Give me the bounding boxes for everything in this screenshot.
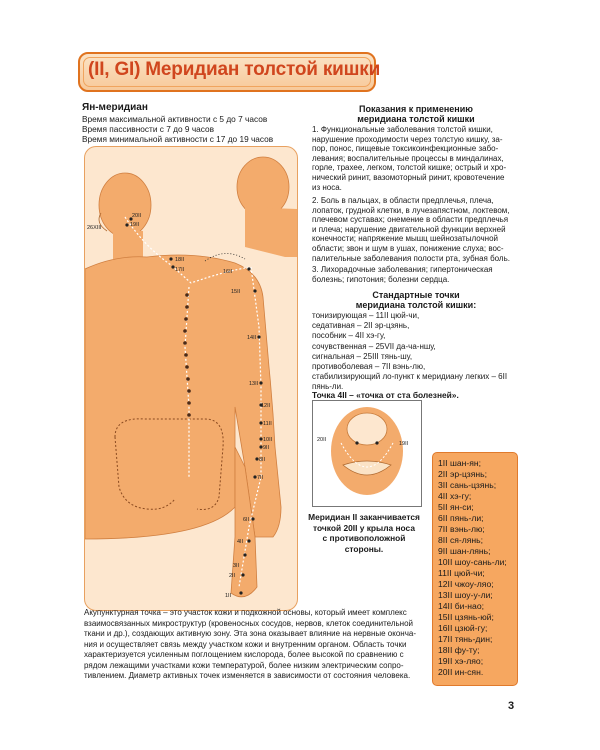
list-item: 7II вэнь-лю;: [438, 524, 485, 534]
label-9: 9II: [263, 445, 270, 451]
label-13: 13II: [249, 381, 259, 387]
list-item: 13II шоу-у-ли;: [438, 590, 493, 600]
label-10: 10II: [263, 437, 273, 443]
list-item: 12II чжоу-ляо;: [438, 579, 494, 589]
meridian-figure: [84, 146, 298, 611]
standard-title: Стандартные точки меридиана толстой кишки:: [355, 290, 477, 310]
label-3: 3II: [233, 563, 240, 569]
yang-heading: Ян-меридиан: [82, 102, 148, 113]
label-8: 8II: [259, 457, 266, 463]
label-16: 16II: [223, 269, 233, 275]
passivity-text: Время пассивности с 7 до 9 часов: [82, 124, 215, 134]
indications-p1: 1. Функциональные заболевания толстой кишки, нарушение проходимости через толстую кишку, за- пор, понос, пищевые токсикоинфекционные забо- левания; воспалительные процессы в миндалинах, горле, трахее, легком, толстой кишке; острый и хро- нический ринит, вазомоторный ринит, кровотечение из носа.: [312, 125, 507, 192]
list-item: 15II цзянь-юй;: [438, 612, 494, 622]
face-label-right: 19II: [399, 441, 409, 447]
list-item: 5II ян-си;: [438, 502, 474, 512]
standard-list: тонизирующая – 11II цюй-чи, седативная – 2II эр-цзянь, пособник – 4II хэ-гу, сочувственная – 25VII да-чa-ншу, сигнальная – 25III тянь-шу, противоболевая – 7II вэнь-лю, стабилизирующий лo-пункт к меридиану легких – 6II пянь-ли.: [312, 311, 508, 392]
list-item: 8II ся-лянь;: [438, 535, 484, 545]
label-15: 15II: [231, 289, 241, 295]
label-7: 7II: [257, 475, 264, 481]
list-item: 1II шан-ян;: [438, 458, 482, 468]
label-14: 14II: [247, 335, 257, 341]
page-number: 3: [508, 700, 515, 712]
point4-note: Точка 4II – «точка от ста болезней».: [312, 390, 459, 400]
min-activity-text: Время минимальной активности с 17 до 19 часов: [82, 134, 274, 144]
list-item: 17II тянь-дин;: [438, 634, 493, 644]
face-caption: Меридиан II заканчивается точкой 20II у крыла носа с противоположной стороны.: [308, 512, 420, 554]
label-26: 26XIII: [87, 225, 102, 231]
max-activity-text: Время максимальной активности с 5 до 7 часов: [82, 114, 268, 124]
label-4: 4II: [237, 539, 244, 545]
list-item: 18II фу-ту;: [438, 645, 480, 655]
list-item: 14II би-нао;: [438, 601, 484, 611]
list-item: 19II хэ-ляо;: [438, 656, 484, 666]
list-item: 6II пянь-ли;: [438, 513, 484, 523]
list-item: 20II ин-сян.: [438, 667, 484, 677]
list-item: 3II сань-цзянь;: [438, 480, 497, 490]
indications-title: Показания к применению меридиана толстой кишки: [357, 104, 475, 124]
list-item: 2II эр-цзянь;: [438, 469, 487, 479]
label-17: 17II: [175, 267, 185, 273]
label-6: 6II: [243, 517, 250, 523]
page-title: (II, GI) Меридиан толстой кишки: [88, 59, 381, 80]
label-20: 20II: [132, 213, 142, 219]
body-illustration: [85, 147, 297, 610]
label-19: 19II: [130, 222, 140, 228]
indications-p3: 3. Лихорадочные заболевания; гипертоническая болезнь; гипотония; болезни сердца.: [312, 265, 493, 284]
label-2: 2II: [229, 573, 236, 579]
face-diagram: [312, 400, 422, 507]
label-12: 12II: [261, 403, 271, 409]
label-1: 1II: [225, 593, 232, 599]
indications-p2: 2. Боль в пальцах, в области предплечья, плеча, лопаток, грудной клетки, в лучезапястном, локтевом, плечевом суставах; онемение в области предплечья и плеча; нарушение двигательной функции верхней конечности; напряжение мышц шейнозатылочной области; звон и шум в ушах, понижение слуха; вос- палительные заболевания полости рта, зубная боль.: [312, 196, 510, 263]
label-18: 18II: [175, 257, 185, 263]
list-item: 9II шан-лянь;: [438, 546, 491, 556]
face-label-left: 20II: [317, 437, 327, 443]
list-item: 10II шоу-сань-ли;: [438, 557, 507, 567]
label-11: 11II: [263, 421, 272, 427]
list-item: 16II цзюй-гу;: [438, 623, 488, 633]
acupuncture-paragraph: Акупунктурная точка – это участок кожи и подкожной основы, который имеет комплекс взаимосвязанных микроструктур (кровеносных сосудов, нервов, клеток соединительной ткани и др.), создающих активную зону. Эта зона оказывает влияние на нервные оконча- ния и осуществляет связь между участком кожи и внутренним органом. Область точки характеризуется усиленным поглощением кислорода, более высокой по сравнению с рядом лежащими участками кожи температурой, более низким электрическим сопро- тивлением. Диаметр активных точек изменяется в зависимости от состояния человека.: [84, 608, 416, 680]
list-item: 4II хэ-гу;: [438, 491, 472, 501]
list-item: 11II цюй-чи;: [438, 568, 485, 578]
